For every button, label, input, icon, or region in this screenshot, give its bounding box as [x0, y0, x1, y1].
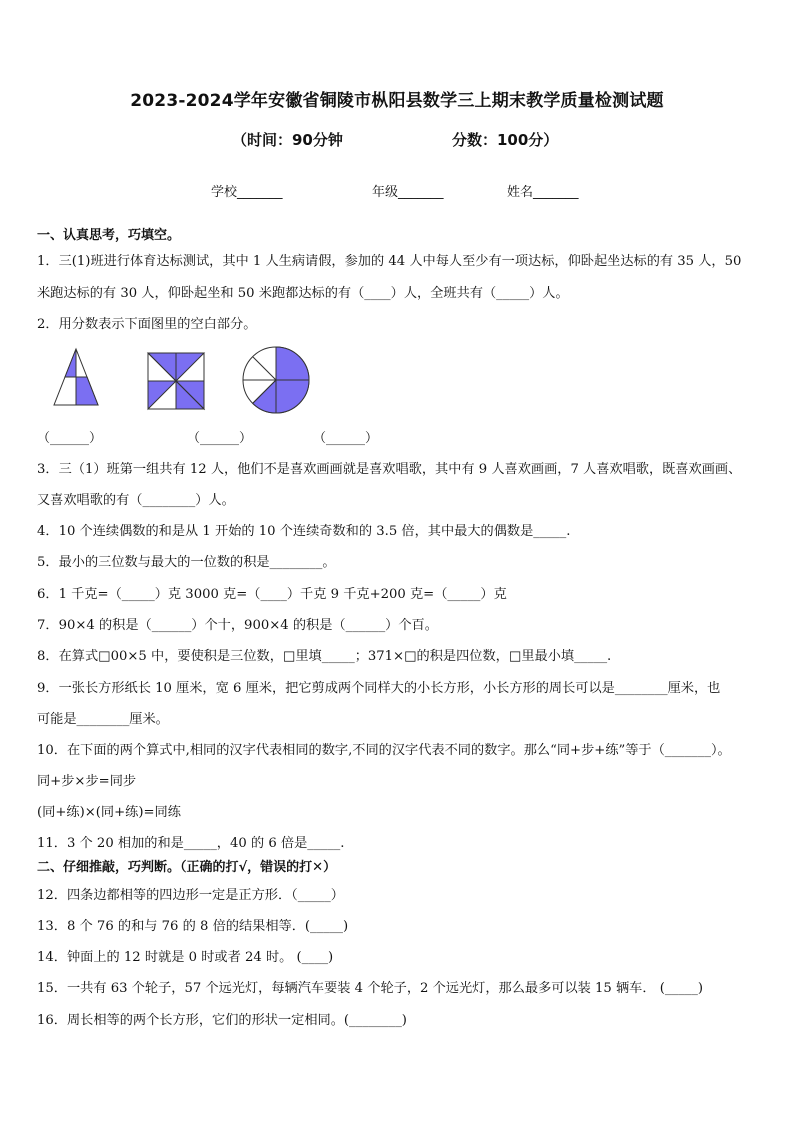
time-label: （时间：90分钟 [232, 131, 343, 149]
question-9-line-2: 可能是________厘米。 [37, 712, 169, 727]
square-figure [146, 351, 210, 415]
question-11: 11．3 个 20 相加的和是_____，40 的 6 倍是_____. [37, 836, 345, 851]
question-10-equation-1: 同+步×步=同步 [37, 774, 137, 789]
figure-3-answer: （______） [313, 431, 379, 446]
score-label: 分数：100分） [452, 131, 559, 149]
question-10-line-1: 10．在下面的两个算式中,相同的汉字代表相同的数字,不同的汉字代表不同的数字。那么“同+步+练”等于（_______）。 [37, 743, 731, 758]
question-15: 15．一共有 63 个轮子，57 个远光灯，每辆汽车要装 4 个轮子，2 个远光灯，那么最多可以装 15 辆车． (_____) [37, 981, 704, 996]
question-8: 8．在算式□00×5 中，要使积是三位数，□里填_____；371×□的积是四位数，□里最小填_____. [37, 649, 612, 664]
question-16: 16．周长相等的两个长方形，它们的形状一定相同。(________) [37, 1013, 407, 1028]
question-1-line-1: 1．三(1)班进行体育达标测试，其中 1 人生病请假，参加的 44 人中每人至少有一项达标，仰卧起坐达标的有 35 人，50 [37, 254, 742, 269]
name-field: 姓名_______ [507, 185, 579, 200]
question-6: 6．1 千克=（_____）克 3000 克=（____）千克 9 千克+200 克=（_____）克 [37, 587, 507, 602]
question-12: 12．四条边都相等的四边形一定是正方形．（_____） [37, 888, 344, 903]
section-2-heading: 二、仔细推敲，巧判断。（正确的打√，错误的打✕） [37, 860, 337, 875]
question-1-line-2: 米跑达标的有 30 人，仰卧起坐和 50 米跑都达标的有（____）人，全班共有（_____）人。 [37, 286, 569, 301]
question-9-line-1: 9．一张长方形纸长 10 厘米，宽 6 厘米，把它剪成两个同样大的小长方形，小长方形的周长可以是________厘米，也 [37, 681, 721, 696]
grade-field: 年级_______ [372, 185, 444, 200]
triangle-figure [50, 345, 110, 409]
school-field: 学校_______ [211, 185, 283, 200]
question-2: 2．用分数表示下面图里的空白部分。 [37, 317, 257, 332]
page-title: 2023-2024学年安徽省铜陵市枞阳县数学三上期末教学质量检测试题 [130, 91, 664, 111]
question-4: 4．10 个连续偶数的和是从 1 开始的 10 个连续奇数和的 3.5 倍，其中最大的偶数是_____. [37, 524, 571, 539]
figure-2-answer: （______） [187, 431, 253, 446]
question-3-line-1: 3．三（1）班第一组共有 12 人，他们不是喜欢画画就是喜欢唱歌，其中有 9 人喜欢画画，7 人喜欢唱歌，既喜欢画画、 [37, 462, 742, 477]
question-13: 13．8 个 76 的和与 76 的 8 倍的结果相等．(_____) [37, 919, 349, 934]
section-1-heading: 一、认真思考，巧填空。 [37, 228, 181, 243]
question-10-equation-2: (同+练)×(同+练)=同练 [37, 805, 181, 820]
figure-1-answer: （______） [37, 431, 103, 446]
question-14: 14．钟面上的 12 时就是 0 时或者 24 时。 (____) [37, 950, 334, 965]
question-7: 7．90×4 的积是（______）个十，900×4 的积是（______）个百。 [37, 618, 438, 633]
question-5: 5．最小的三位数与最大的一位数的积是________。 [37, 555, 336, 570]
circle-figure [240, 344, 314, 418]
question-3-line-2: 又喜欢唱歌的有（________）人。 [37, 493, 235, 508]
